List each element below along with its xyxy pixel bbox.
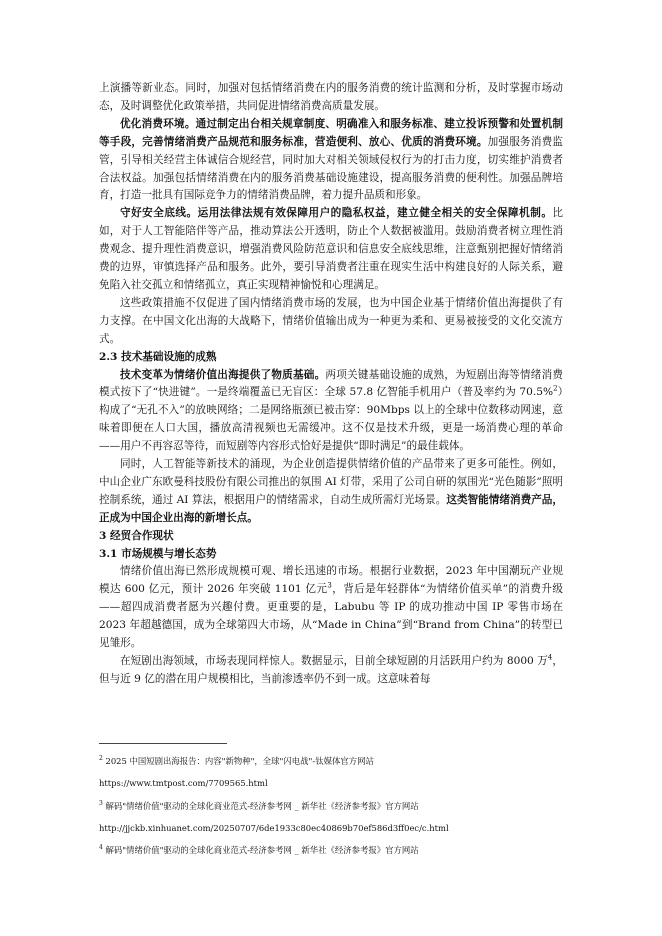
paragraph-policy-support: 这些政策措施不仅促进了国内情绪消费市场的发展，也为中国企业基于情绪价值出海提供了有力支撑。在中国文化出海的大战略下，情绪价值输出成为一种更为柔和、更易被接受的文化交流方式。 xyxy=(99,296,563,345)
footnote-ref-2[interactable]: 2 xyxy=(553,384,558,393)
footnote-text: 2025 中国短剧出海报告：内容"新物种"，全球"闪电战"-钛媒体官方网站 xyxy=(102,756,374,766)
paragraph-text: 同时，人工智能等新技术的涌现，为企业创造提供情绪价值的产品带来了更多可能性。例如，中山企业广东欧曼科技股份有限公司推出的氛围 AI 灯带，采用了公司自研的氛围光“光色随影”照明控制系统，通过 AI 算法，根据用户的情绪需求，自动生成所需灯光场景。 xyxy=(99,458,563,506)
bold-conclusion: 这类智能情绪消费产品，正成为中国企业出海的新增长点。 xyxy=(99,493,564,524)
footnote-4 xyxy=(99,839,569,861)
footnote-3-url[interactable]: http://jjckb.xinhuanet.com/20250707/6de1933c80ec40869b70ef586d3ff0ec/c.html xyxy=(99,822,449,833)
paragraph-ai-products xyxy=(99,456,563,528)
footnote-number: 3 xyxy=(99,799,103,807)
paragraph-text: 在短剧出海领域，市场表现同样惊人。数据显示，目前全球短剧的月活跃用户约为 8000 万 xyxy=(120,655,548,667)
paragraph-market-size xyxy=(99,563,563,653)
footnote-number: 2 xyxy=(99,755,103,763)
footnotes xyxy=(99,750,569,861)
bold-lead: 技术变革为情绪价值出海提供了物质基础。 xyxy=(120,368,326,381)
footnote-3 xyxy=(99,795,569,817)
paragraph-short-drama xyxy=(99,653,563,689)
footnote-ref-3[interactable]: 3 xyxy=(327,581,332,590)
paragraph-consumption-environment xyxy=(99,116,563,206)
paragraph-text: 情绪价值出海已然形成规模可观、增长迅速的市场。根据行业数据，2023 年中国潮玩产业规模达 600 亿元，预计 2026 年突破 1101 亿元 xyxy=(99,565,563,596)
section-heading-3: 3 经贸合作现状 xyxy=(99,529,174,542)
section-heading-3-1: 3.1 市场规模与增长态势 xyxy=(99,547,217,560)
footnote-text: 解码"情绪价值"驱动的全球化商业范式-经济参考网 _ 新华社《经济参考报》官方网站 xyxy=(102,800,419,811)
footnote-ref-4[interactable]: 4 xyxy=(547,653,553,662)
paragraph-text: ）构成了“无孔不入”的放映网络；二是网络瓶颈已被击穿：90Mbps 以上的全球中位数移动网速，意味着即便在人口大国，播放高清视频也无需缓冲。这不仅是技术升级，更是一场消费心理的革命——用户不再容忍等待，而短剧等内容形式恰好是提供“即时满足”的最佳载体。 xyxy=(99,386,563,453)
paragraph-continuation: 上演播等新业态。同时，加强对包括情绪消费在内的服务消费的统计监测和分析，及时掌握市场动态，及时调整优化政策举措，共同促进情绪消费高质量发展。 xyxy=(99,82,563,112)
footnote-2 xyxy=(99,750,569,772)
footnote-2-url[interactable]: https://www.tmtpost.com/7709565.html xyxy=(99,778,268,789)
body-text xyxy=(99,80,563,689)
paragraph-text: 比如，对于人工智能陪伴等产品，推动算法公开透明，防止个人数据被滥用。鼓励消费者树立理性消费观念、提升理性消费意识，增强消费风险防范意识和信息安全底线思维，注意甄别把握好情绪消费的边界，审慎选择产品和服务。此外，要引导消费者注重在现实生活中构建良好的人际关系，避免陷入社交孤立和情绪孤立，真正实现精神愉悦和心理满足。 xyxy=(99,207,563,291)
paragraph-text: ，但与近 9 亿的潜在用户规模相比，当前渗透率仍不到一成。这意味着每 xyxy=(99,655,563,685)
paragraph-tech-change xyxy=(99,367,563,457)
bold-lead: 守好安全底线。运用法律法规有效保障用户的隐私权益，建立健全相关的安全保障机制。 xyxy=(120,207,553,220)
bold-lead: 优化消费环境。通过制定出台相关规章制度、明确准入和服务标准、建立投诉预警和处置机制等手段，完善情绪消费产品规范和服务标准，营造便利、放心、优质的消费环境。 xyxy=(99,117,563,148)
section-heading-2-3: 2.3 技术基础设施的成熟 xyxy=(99,350,217,363)
paragraph-text: 两项关键基础设施的成熟，为短剧出海等情绪消费模式按下了“快进键”。一是终端覆盖已无盲区：全球 57.8 亿智能手机用户（普及率约为 70.5% xyxy=(99,368,564,399)
paragraph-text: ，背后是年轻群体“为情绪价值买单”的消费升级——超四成消费者愿为兴趣付费。更重要的是，Labubu 等 IP 的成功推动中国 IP 零售市场在 2023 年超越德国，成为全球第四大市场，从“Made in China”到“Brand from China”的转型已见雏形。 xyxy=(99,583,563,650)
footnote-text: 解码"情绪价值"驱动的全球化商业范式-经济参考网 _ 新华社《经济参考报》官方网站 xyxy=(102,845,419,856)
footnote-number: 4 xyxy=(99,844,103,852)
paragraph-text: 加强服务消费监管，引导相关经营主体诚信合规经营，同时加大对相关领域侵权行为的打击力度，切实维护消费者合法权益。加强包括情绪消费在内的服务消费基础设施建设，提高服务消费的便利性。加强品牌培育，打造一批具有国际竞争力的情绪消费品牌，着力提升品质和形象。 xyxy=(99,135,564,202)
paragraph-safety-baseline xyxy=(99,205,563,295)
footnote-divider xyxy=(99,743,227,744)
